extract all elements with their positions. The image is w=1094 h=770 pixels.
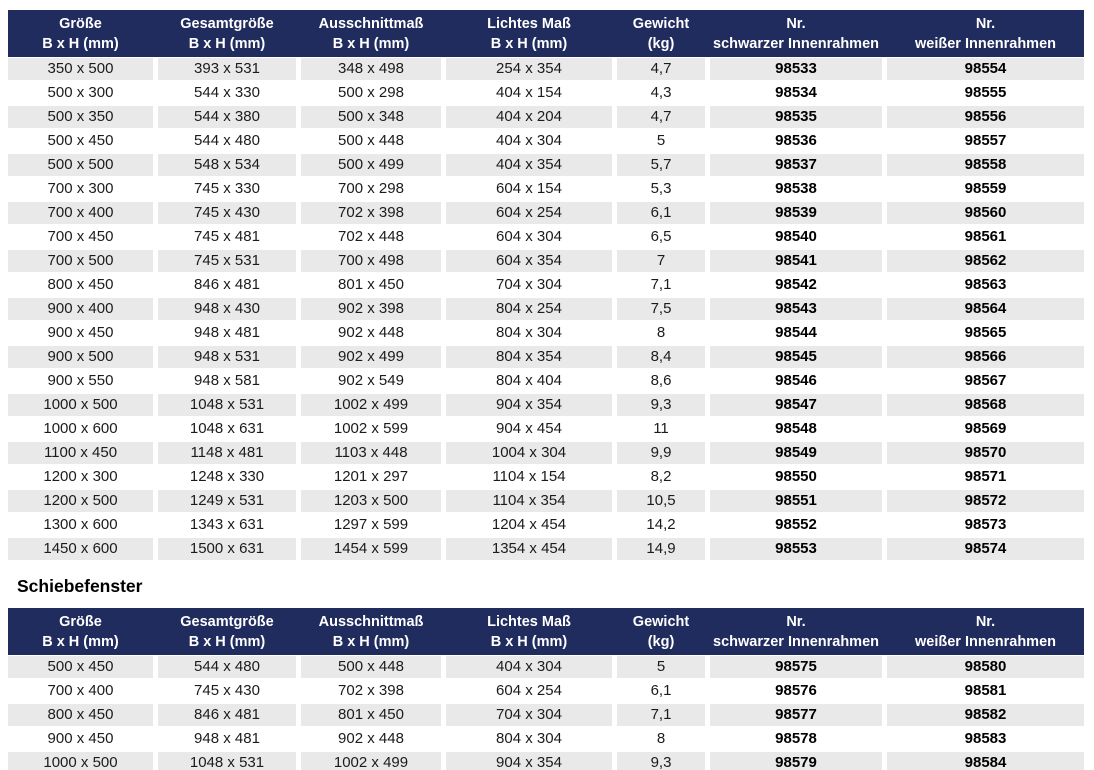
table-header-row bbox=[8, 10, 1084, 57]
cell-groesse: 1200 x 500 bbox=[8, 490, 153, 512]
cell-ausschnittmass: 1002 x 499 bbox=[301, 752, 441, 770]
cell-gewicht: 7,5 bbox=[617, 298, 705, 320]
table-row bbox=[8, 57, 1084, 81]
cell-lichtes-mass: 604 x 304 bbox=[446, 226, 612, 248]
cell-groesse: 700 x 500 bbox=[8, 250, 153, 272]
cell-gesamtgroesse: 1248 x 330 bbox=[158, 466, 296, 488]
cell-gesamtgroesse: 846 x 481 bbox=[158, 274, 296, 296]
cell-lichtes-mass: 404 x 204 bbox=[446, 106, 612, 128]
cell-nr-schwarzer-innenrahmen: 98551 bbox=[710, 490, 882, 512]
cell-ausschnittmass: 500 x 348 bbox=[301, 106, 441, 128]
cell-nr-schwarzer-innenrahmen: 98545 bbox=[710, 346, 882, 368]
cell-gesamtgroesse: 745 x 430 bbox=[158, 202, 296, 224]
cell-nr-weisser-innenrahmen: 98555 bbox=[887, 82, 1084, 104]
cell-nr-schwarzer-innenrahmen: 98539 bbox=[710, 202, 882, 224]
cell-gesamtgroesse: 948 x 531 bbox=[158, 346, 296, 368]
cell-lichtes-mass: 804 x 304 bbox=[446, 728, 612, 750]
cell-ausschnittmass: 801 x 450 bbox=[301, 274, 441, 296]
cell-nr-weisser-innenrahmen: 98573 bbox=[887, 514, 1084, 536]
cell-nr-schwarzer-innenrahmen: 98542 bbox=[710, 274, 882, 296]
table-row bbox=[8, 201, 1084, 225]
cell-ausschnittmass: 902 x 448 bbox=[301, 728, 441, 750]
cell-gewicht: 10,5 bbox=[617, 490, 705, 512]
cell-lichtes-mass: 404 x 304 bbox=[446, 656, 612, 678]
size-table-schiebefenster bbox=[8, 608, 1084, 770]
cell-nr-schwarzer-innenrahmen: 98544 bbox=[710, 322, 882, 344]
cell-nr-weisser-innenrahmen: 98564 bbox=[887, 298, 1084, 320]
column-header-gewicht: Gewicht (kg) bbox=[632, 613, 690, 650]
cell-lichtes-mass: 404 x 304 bbox=[446, 130, 612, 152]
cell-gesamtgroesse: 1048 x 531 bbox=[158, 752, 296, 770]
cell-nr-schwarzer-innenrahmen: 98535 bbox=[710, 106, 882, 128]
cell-gewicht: 6,1 bbox=[617, 680, 705, 702]
cell-groesse: 1000 x 500 bbox=[8, 394, 153, 416]
cell-lichtes-mass: 404 x 354 bbox=[446, 154, 612, 176]
cell-lichtes-mass: 804 x 304 bbox=[446, 322, 612, 344]
cell-groesse: 1000 x 500 bbox=[8, 752, 153, 770]
cell-lichtes-mass: 804 x 254 bbox=[446, 298, 612, 320]
cell-lichtes-mass: 404 x 154 bbox=[446, 82, 612, 104]
cell-gewicht: 9,9 bbox=[617, 442, 705, 464]
table-row bbox=[8, 417, 1084, 441]
cell-nr-schwarzer-innenrahmen: 98575 bbox=[710, 656, 882, 678]
cell-nr-weisser-innenrahmen: 98561 bbox=[887, 226, 1084, 248]
cell-ausschnittmass: 500 x 499 bbox=[301, 154, 441, 176]
cell-gewicht: 8,2 bbox=[617, 466, 705, 488]
cell-ausschnittmass: 902 x 398 bbox=[301, 298, 441, 320]
cell-nr-schwarzer-innenrahmen: 98576 bbox=[710, 680, 882, 702]
cell-nr-schwarzer-innenrahmen: 98548 bbox=[710, 418, 882, 440]
cell-nr-weisser-innenrahmen: 98581 bbox=[887, 680, 1084, 702]
cell-gesamtgroesse: 544 x 480 bbox=[158, 656, 296, 678]
cell-nr-weisser-innenrahmen: 98583 bbox=[887, 728, 1084, 750]
table-row bbox=[8, 489, 1084, 513]
cell-ausschnittmass: 1454 x 599 bbox=[301, 538, 441, 560]
cell-gesamtgroesse: 544 x 380 bbox=[158, 106, 296, 128]
cell-lichtes-mass: 904 x 454 bbox=[446, 418, 612, 440]
cell-nr-weisser-innenrahmen: 98571 bbox=[887, 466, 1084, 488]
column-header-ausschnittmass: Ausschnittmaß B x H (mm) bbox=[318, 15, 424, 52]
cell-nr-weisser-innenrahmen: 98557 bbox=[887, 130, 1084, 152]
table-row bbox=[8, 273, 1084, 297]
column-header-nr-weisser-innenrahmen: Nr. weißer Innenrahmen bbox=[914, 15, 1056, 52]
cell-nr-schwarzer-innenrahmen: 98553 bbox=[710, 538, 882, 560]
cell-nr-weisser-innenrahmen: 98558 bbox=[887, 154, 1084, 176]
cell-nr-weisser-innenrahmen: 98565 bbox=[887, 322, 1084, 344]
table-row bbox=[8, 393, 1084, 417]
cell-gewicht: 8,4 bbox=[617, 346, 705, 368]
cell-groesse: 1000 x 600 bbox=[8, 418, 153, 440]
cell-ausschnittmass: 1203 x 500 bbox=[301, 490, 441, 512]
cell-gesamtgroesse: 745 x 330 bbox=[158, 178, 296, 200]
cell-lichtes-mass: 254 x 354 bbox=[446, 58, 612, 80]
cell-gesamtgroesse: 948 x 430 bbox=[158, 298, 296, 320]
table-body bbox=[8, 655, 1084, 770]
table-header-row bbox=[8, 608, 1084, 655]
cell-gewicht: 4,7 bbox=[617, 58, 705, 80]
cell-ausschnittmass: 1103 x 448 bbox=[301, 442, 441, 464]
cell-groesse: 700 x 300 bbox=[8, 178, 153, 200]
table-row bbox=[8, 105, 1084, 129]
cell-groesse: 1300 x 600 bbox=[8, 514, 153, 536]
cell-groesse: 350 x 500 bbox=[8, 58, 153, 80]
cell-gewicht: 4,7 bbox=[617, 106, 705, 128]
cell-gewicht: 4,3 bbox=[617, 82, 705, 104]
cell-gesamtgroesse: 1048 x 631 bbox=[158, 418, 296, 440]
cell-nr-weisser-innenrahmen: 98563 bbox=[887, 274, 1084, 296]
cell-groesse: 500 x 300 bbox=[8, 82, 153, 104]
table-row bbox=[8, 345, 1084, 369]
cell-ausschnittmass: 1201 x 297 bbox=[301, 466, 441, 488]
cell-groesse: 800 x 450 bbox=[8, 704, 153, 726]
cell-nr-schwarzer-innenrahmen: 98547 bbox=[710, 394, 882, 416]
cell-lichtes-mass: 604 x 254 bbox=[446, 680, 612, 702]
cell-gesamtgroesse: 548 x 534 bbox=[158, 154, 296, 176]
cell-ausschnittmass: 500 x 448 bbox=[301, 130, 441, 152]
column-header-lichtes-mass: Lichtes Maß B x H (mm) bbox=[487, 15, 571, 52]
cell-gesamtgroesse: 393 x 531 bbox=[158, 58, 296, 80]
cell-lichtes-mass: 1204 x 454 bbox=[446, 514, 612, 536]
cell-gesamtgroesse: 948 x 581 bbox=[158, 370, 296, 392]
table-row bbox=[8, 465, 1084, 489]
cell-ausschnittmass: 1002 x 599 bbox=[301, 418, 441, 440]
section-title-schiebefenster: Schiebefenster bbox=[17, 576, 143, 596]
cell-nr-weisser-innenrahmen: 98568 bbox=[887, 394, 1084, 416]
cell-nr-schwarzer-innenrahmen: 98541 bbox=[710, 250, 882, 272]
cell-gewicht: 5 bbox=[617, 130, 705, 152]
cell-ausschnittmass: 1297 x 599 bbox=[301, 514, 441, 536]
cell-ausschnittmass: 902 x 499 bbox=[301, 346, 441, 368]
cell-groesse: 800 x 450 bbox=[8, 274, 153, 296]
cell-ausschnittmass: 500 x 298 bbox=[301, 82, 441, 104]
cell-groesse: 500 x 500 bbox=[8, 154, 153, 176]
cell-nr-weisser-innenrahmen: 98567 bbox=[887, 370, 1084, 392]
cell-nr-weisser-innenrahmen: 98582 bbox=[887, 704, 1084, 726]
cell-groesse: 900 x 400 bbox=[8, 298, 153, 320]
cell-nr-weisser-innenrahmen: 98572 bbox=[887, 490, 1084, 512]
cell-lichtes-mass: 804 x 354 bbox=[446, 346, 612, 368]
cell-nr-schwarzer-innenrahmen: 98550 bbox=[710, 466, 882, 488]
cell-groesse: 1100 x 450 bbox=[8, 442, 153, 464]
table-row bbox=[8, 225, 1084, 249]
cell-nr-weisser-innenrahmen: 98559 bbox=[887, 178, 1084, 200]
table-row bbox=[8, 153, 1084, 177]
cell-lichtes-mass: 604 x 154 bbox=[446, 178, 612, 200]
cell-gewicht: 6,1 bbox=[617, 202, 705, 224]
column-header-nr-weisser-innenrahmen: Nr. weißer Innenrahmen bbox=[914, 613, 1056, 650]
cell-lichtes-mass: 604 x 354 bbox=[446, 250, 612, 272]
cell-ausschnittmass: 702 x 448 bbox=[301, 226, 441, 248]
table-row bbox=[8, 177, 1084, 201]
column-header-lichtes-mass: Lichtes Maß B x H (mm) bbox=[487, 613, 571, 650]
table-row bbox=[8, 81, 1084, 105]
cell-groesse: 500 x 450 bbox=[8, 130, 153, 152]
cell-gesamtgroesse: 1148 x 481 bbox=[158, 442, 296, 464]
cell-nr-schwarzer-innenrahmen: 98546 bbox=[710, 370, 882, 392]
cell-lichtes-mass: 604 x 254 bbox=[446, 202, 612, 224]
table-row bbox=[8, 727, 1084, 751]
cell-gewicht: 14,9 bbox=[617, 538, 705, 560]
column-header-nr-schwarzer-innenrahmen: Nr. schwarzer Innenrahmen bbox=[713, 613, 879, 650]
cell-nr-schwarzer-innenrahmen: 98549 bbox=[710, 442, 882, 464]
cell-gewicht: 5,3 bbox=[617, 178, 705, 200]
table-row bbox=[8, 751, 1084, 770]
cell-gesamtgroesse: 1048 x 531 bbox=[158, 394, 296, 416]
size-table-standard bbox=[8, 10, 1084, 561]
cell-nr-weisser-innenrahmen: 98580 bbox=[887, 656, 1084, 678]
column-header-gesamtgroesse: Gesamtgröße B x H (mm) bbox=[180, 15, 274, 52]
table-row bbox=[8, 679, 1084, 703]
cell-nr-weisser-innenrahmen: 98570 bbox=[887, 442, 1084, 464]
cell-gesamtgroesse: 544 x 330 bbox=[158, 82, 296, 104]
cell-gewicht: 5 bbox=[617, 656, 705, 678]
cell-nr-weisser-innenrahmen: 98562 bbox=[887, 250, 1084, 272]
table-row bbox=[8, 703, 1084, 727]
cell-nr-schwarzer-innenrahmen: 98538 bbox=[710, 178, 882, 200]
cell-groesse: 900 x 550 bbox=[8, 370, 153, 392]
cell-gesamtgroesse: 745 x 531 bbox=[158, 250, 296, 272]
cell-gewicht: 11 bbox=[617, 418, 705, 440]
cell-lichtes-mass: 904 x 354 bbox=[446, 394, 612, 416]
cell-gesamtgroesse: 1249 x 531 bbox=[158, 490, 296, 512]
column-header-nr-schwarzer-innenrahmen: Nr. schwarzer Innenrahmen bbox=[713, 15, 879, 52]
cell-lichtes-mass: 704 x 304 bbox=[446, 704, 612, 726]
cell-lichtes-mass: 1354 x 454 bbox=[446, 538, 612, 560]
cell-gewicht: 14,2 bbox=[617, 514, 705, 536]
cell-gesamtgroesse: 544 x 480 bbox=[158, 130, 296, 152]
cell-groesse: 700 x 400 bbox=[8, 680, 153, 702]
cell-groesse: 700 x 450 bbox=[8, 226, 153, 248]
cell-lichtes-mass: 1104 x 354 bbox=[446, 490, 612, 512]
cell-groesse: 500 x 450 bbox=[8, 656, 153, 678]
cell-gesamtgroesse: 1500 x 631 bbox=[158, 538, 296, 560]
cell-lichtes-mass: 1004 x 304 bbox=[446, 442, 612, 464]
table-row bbox=[8, 513, 1084, 537]
cell-nr-schwarzer-innenrahmen: 98578 bbox=[710, 728, 882, 750]
cell-nr-schwarzer-innenrahmen: 98552 bbox=[710, 514, 882, 536]
cell-ausschnittmass: 902 x 448 bbox=[301, 322, 441, 344]
cell-groesse: 500 x 350 bbox=[8, 106, 153, 128]
cell-ausschnittmass: 348 x 498 bbox=[301, 58, 441, 80]
cell-ausschnittmass: 700 x 498 bbox=[301, 250, 441, 272]
cell-gewicht: 7 bbox=[617, 250, 705, 272]
table-row bbox=[8, 655, 1084, 679]
cell-ausschnittmass: 1002 x 499 bbox=[301, 394, 441, 416]
table-row bbox=[8, 369, 1084, 393]
cell-gesamtgroesse: 948 x 481 bbox=[158, 728, 296, 750]
column-header-groesse: Größe B x H (mm) bbox=[42, 613, 119, 650]
cell-groesse: 1200 x 300 bbox=[8, 466, 153, 488]
cell-gesamtgroesse: 948 x 481 bbox=[158, 322, 296, 344]
table-row bbox=[8, 321, 1084, 345]
table-row bbox=[8, 129, 1084, 153]
cell-gewicht: 5,7 bbox=[617, 154, 705, 176]
table-row bbox=[8, 297, 1084, 321]
cell-gewicht: 8 bbox=[617, 728, 705, 750]
cell-gesamtgroesse: 745 x 430 bbox=[158, 680, 296, 702]
cell-groesse: 900 x 500 bbox=[8, 346, 153, 368]
cell-groesse: 1450 x 600 bbox=[8, 538, 153, 560]
cell-ausschnittmass: 702 x 398 bbox=[301, 680, 441, 702]
cell-nr-weisser-innenrahmen: 98554 bbox=[887, 58, 1084, 80]
column-header-groesse: Größe B x H (mm) bbox=[42, 15, 119, 52]
table-row bbox=[8, 441, 1084, 465]
cell-lichtes-mass: 704 x 304 bbox=[446, 274, 612, 296]
cell-nr-weisser-innenrahmen: 98556 bbox=[887, 106, 1084, 128]
cell-gewicht: 8 bbox=[617, 322, 705, 344]
column-header-ausschnittmass: Ausschnittmaß B x H (mm) bbox=[318, 613, 424, 650]
cell-groesse: 900 x 450 bbox=[8, 322, 153, 344]
column-header-gesamtgroesse: Gesamtgröße B x H (mm) bbox=[180, 613, 274, 650]
cell-nr-weisser-innenrahmen: 98560 bbox=[887, 202, 1084, 224]
cell-gewicht: 8,6 bbox=[617, 370, 705, 392]
cell-gewicht: 9,3 bbox=[617, 394, 705, 416]
cell-gesamtgroesse: 846 x 481 bbox=[158, 704, 296, 726]
cell-groesse: 700 x 400 bbox=[8, 202, 153, 224]
cell-nr-schwarzer-innenrahmen: 98537 bbox=[710, 154, 882, 176]
cell-nr-schwarzer-innenrahmen: 98543 bbox=[710, 298, 882, 320]
cell-ausschnittmass: 902 x 549 bbox=[301, 370, 441, 392]
table-row bbox=[8, 537, 1084, 561]
cell-gesamtgroesse: 1343 x 631 bbox=[158, 514, 296, 536]
cell-ausschnittmass: 702 x 398 bbox=[301, 202, 441, 224]
cell-nr-schwarzer-innenrahmen: 98579 bbox=[710, 752, 882, 770]
cell-nr-weisser-innenrahmen: 98569 bbox=[887, 418, 1084, 440]
cell-nr-schwarzer-innenrahmen: 98536 bbox=[710, 130, 882, 152]
cell-gewicht: 6,5 bbox=[617, 226, 705, 248]
cell-ausschnittmass: 500 x 448 bbox=[301, 656, 441, 678]
cell-groesse: 900 x 450 bbox=[8, 728, 153, 750]
cell-gewicht: 7,1 bbox=[617, 704, 705, 726]
cell-lichtes-mass: 1104 x 154 bbox=[446, 466, 612, 488]
cell-nr-schwarzer-innenrahmen: 98577 bbox=[710, 704, 882, 726]
cell-nr-schwarzer-innenrahmen: 98540 bbox=[710, 226, 882, 248]
cell-ausschnittmass: 700 x 298 bbox=[301, 178, 441, 200]
cell-lichtes-mass: 904 x 354 bbox=[446, 752, 612, 770]
cell-nr-schwarzer-innenrahmen: 98534 bbox=[710, 82, 882, 104]
cell-ausschnittmass: 801 x 450 bbox=[301, 704, 441, 726]
column-header-gewicht: Gewicht (kg) bbox=[632, 15, 690, 52]
table-row bbox=[8, 249, 1084, 273]
cell-lichtes-mass: 804 x 404 bbox=[446, 370, 612, 392]
cell-nr-weisser-innenrahmen: 98574 bbox=[887, 538, 1084, 560]
cell-nr-weisser-innenrahmen: 98566 bbox=[887, 346, 1084, 368]
cell-gewicht: 9,3 bbox=[617, 752, 705, 770]
table-body bbox=[8, 57, 1084, 561]
cell-gewicht: 7,1 bbox=[617, 274, 705, 296]
cell-nr-weisser-innenrahmen: 98584 bbox=[887, 752, 1084, 770]
cell-nr-schwarzer-innenrahmen: 98533 bbox=[710, 58, 882, 80]
cell-gesamtgroesse: 745 x 481 bbox=[158, 226, 296, 248]
